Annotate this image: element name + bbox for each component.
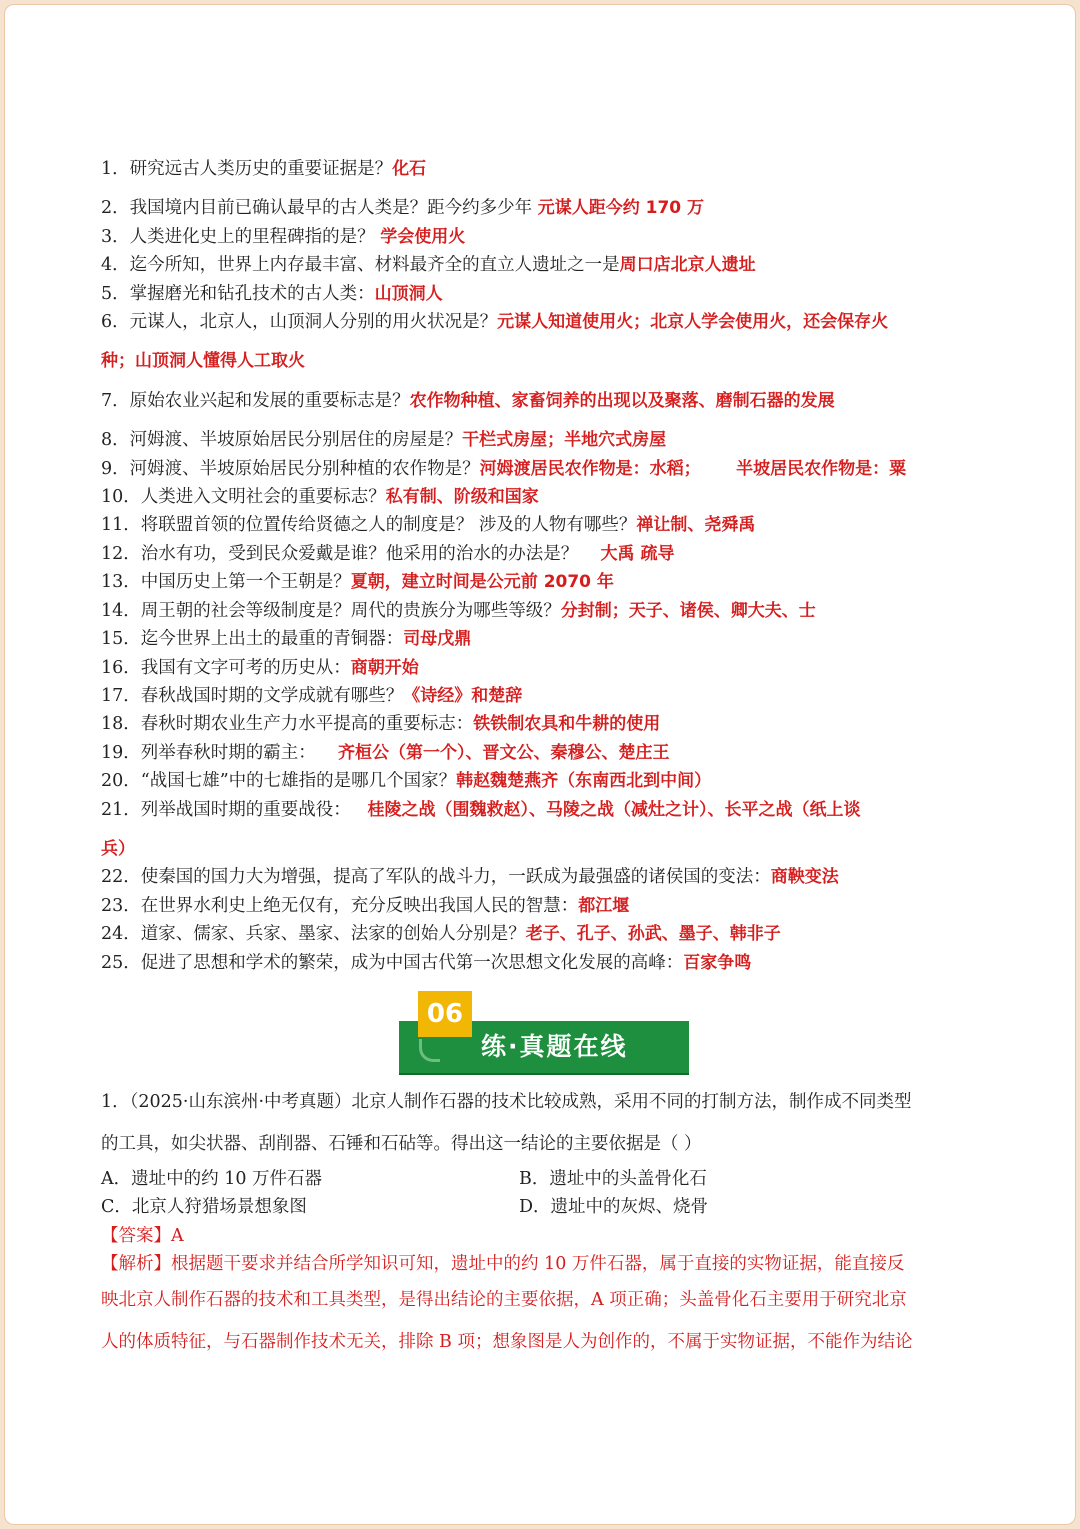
question-text: 21．列举战国时期的重要战役： (101, 799, 368, 820)
question-text: 18．春秋时期农业生产力水平提高的重要标志： (101, 714, 474, 735)
answer-text: 河姆渡居民农作物是：水稻； 半坡居民农作物是：粟 (479, 458, 907, 479)
answer-text: 韩赵魏楚燕齐（东南西北到中间） (456, 771, 712, 792)
question-text: 8．河姆渡、半坡原始居民分别居住的房屋是？ (101, 430, 463, 451)
qa-item (101, 863, 1001, 891)
answer-text: 学会使用火 (380, 226, 466, 247)
answer-text: 商鞅变法 (770, 867, 839, 888)
option-a: A．遗址中的约 10 万件石器 (101, 1168, 323, 1189)
answer-text: 《诗经》和楚辞 (403, 685, 523, 706)
answer-line: 【答案】A (101, 1225, 184, 1246)
question-text: 7．原始农业兴起和发展的重要标志是？ (101, 390, 410, 411)
question-text: 17．春秋战国时期的文学成就有哪些？ (101, 685, 404, 706)
qa-item (101, 280, 1001, 308)
question-text: 22．使秦国的国力大为增强，提高了军队的战斗力，一跃成为最强盛的诸侯国的变法： (101, 867, 771, 888)
exercise-block (101, 1081, 1001, 1363)
answer-text: 农作物种植、家畜饲养的出现以及聚落、磨制石器的发展 (409, 390, 835, 411)
qa-item (101, 654, 1001, 682)
answer-text: 商朝开始 (350, 657, 419, 678)
answer-text: 夏朝，建立时间是公元前 2070 年 (350, 572, 614, 593)
answer-text: 私有制、阶级和国家 (385, 487, 539, 508)
question-text: 13．中国历史上第一个王朝是？ (101, 572, 351, 593)
qa-item (101, 308, 1001, 336)
question-text: 24．道家、儒家、兵家、墨家、法家的创始人分别是？ (101, 924, 526, 945)
qa-item (101, 155, 1001, 183)
question-text: 25．促进了思想和学术的繁荣，成为中国古代第一次思想文化发展的高峰： (101, 952, 684, 973)
qa-item (101, 387, 1001, 415)
answer-text: 干栏式房屋；半地穴式房屋 (462, 430, 667, 451)
qa-item (101, 194, 1001, 222)
option-b: B．遗址中的头盖骨化石 (519, 1168, 707, 1189)
qa-item (101, 568, 1001, 596)
analysis-line: 映北京人制作石器的技术和工具类型，是得出结论的主要依据，A 项正确；头盖骨化石主要用于研究北京 (101, 1289, 907, 1310)
qa-item-continuation (101, 835, 1001, 863)
qa-item (101, 767, 1001, 795)
question-text: 16．我国有文字可考的历史从： (101, 657, 351, 678)
answer-text: 兵） (101, 838, 135, 859)
question-text: 4．迄今所知，世界上内存最丰富、材料最齐全的直立人遗址之一是 (101, 255, 620, 276)
analysis-line: 【解析】根据题干要求并结合所学知识可知，遗址中的约 10 万件石器，属于直接的实物证据，能直接反 (101, 1254, 905, 1275)
qa-item (101, 223, 1001, 251)
exercise-stem-continuation: 的工具，如尖状器、刮削器、石锤和石砧等。得出这一结论的主要依据是（ ） (101, 1133, 702, 1154)
qa-item (101, 540, 1001, 568)
answer-text: 化石 (392, 159, 427, 179)
answer-text: 周口店北京人遗址 (619, 255, 756, 276)
qa-item-continuation (101, 347, 1001, 375)
analysis-line: 人的体质特征，与石器制作技术无关，排除 B 项；想象图是人为创作的，不属于实物证据，不能作为结论 (101, 1331, 913, 1352)
question-text: 1．研究远古人类历史的重要证据是？ (101, 159, 393, 179)
answer-text: 都江堰 (578, 895, 630, 916)
answer-text: 禅让制、尧舜禹 (636, 515, 756, 536)
answer-text: 山顶洞人 (374, 283, 443, 304)
answer-text: 种；山顶洞人懂得人工取火 (101, 351, 305, 372)
section-banner (101, 985, 1001, 1081)
qa-item (101, 796, 1001, 824)
qa-item (101, 920, 1001, 948)
question-text: 19．列举春秋时期的霸主： (101, 742, 339, 763)
section-title: 练·真题在线 (481, 1031, 628, 1061)
answer-text: 老子、孔子、孙武、墨子、韩非子 (525, 924, 781, 945)
question-text: 9．河姆渡、半坡原始居民分别种植的农作物是？ (101, 458, 480, 479)
question-text: 2．我国境内目前已确认最早的古人类是？距今约多少年 (101, 198, 538, 219)
question-text: 15．迄今世界上出土的最重的青铜器： (101, 629, 404, 650)
qa-item (101, 426, 1001, 454)
qa-item (101, 625, 1001, 653)
option-d: D．遗址中的灰烬、烧骨 (519, 1197, 709, 1218)
qa-item (101, 710, 1001, 738)
question-text: 23．在世界水利史上绝无仅有，充分反映出我国人民的智慧： (101, 895, 579, 916)
option-c: C．北京人狩猎场景想象图 (101, 1197, 307, 1218)
qa-item (101, 682, 1001, 710)
question-text: 11．将联盟首领的位置传给贤德之人的制度是？ 涉及的人物有哪些？ (101, 515, 637, 536)
answer-text: 分封制；天子、诸侯、卿大夫、士 (560, 600, 816, 621)
answer-text: 元谋人知道使用火；北京人学会使用火，还会保存火 (497, 312, 889, 333)
answer-text: 铁铁制农具和牛耕的使用 (473, 714, 661, 735)
answer-text: 齐桓公（第一个）、晋文公、秦穆公、楚庄王 (338, 742, 670, 763)
question-text: 12．治水有功，受到民众爱戴是谁？他采用的治水的办法是？ (101, 543, 601, 564)
qa-item (101, 483, 1001, 511)
question-text: 3．人类进化史上的里程碑指的是？ (101, 226, 381, 247)
answer-text: 桂陵之战（围魏救赵）、马陵之战（减灶之计）、长平之战（纸上谈 (367, 799, 861, 820)
qa-list (101, 155, 1001, 977)
qa-item (101, 739, 1001, 767)
document-content (101, 155, 1001, 1363)
document-page (4, 4, 1076, 1525)
answer-text: 大禹 疏导 (600, 543, 675, 564)
options-row (101, 1165, 1001, 1193)
qa-item (101, 455, 1001, 483)
question-text: 14．周王朝的社会等级制度是？周代的贵族分为哪些等级？ (101, 600, 561, 621)
qa-item (101, 949, 1001, 977)
question-text: 10．人类进入文明社会的重要标志？ (101, 487, 386, 508)
qa-item (101, 892, 1001, 920)
answer-text: 司母戊鼎 (403, 629, 472, 650)
answer-text: 元谋人距今约 170 万 (537, 198, 705, 219)
qa-item (101, 597, 1001, 625)
options-row (101, 1193, 1001, 1221)
section-number: 06 (418, 991, 472, 1037)
answer-text: 百家争鸣 (683, 952, 752, 973)
question-text: 20．“战国七雄”中的七雄指的是哪几个国家？ (101, 771, 457, 792)
qa-item (101, 511, 1001, 539)
qa-item (101, 251, 1001, 279)
question-text: 5．掌握磨光和钻孔技术的古人类： (101, 283, 375, 304)
question-text: 6．元谋人，北京人，山顶洞人分别的用火状况是？ (101, 312, 498, 333)
exercise-stem: 1．（2025·山东滨州·中考真题）北京人制作石器的技术比较成熟，采用不同的打制方法，制作成不同类型 (101, 1091, 912, 1112)
